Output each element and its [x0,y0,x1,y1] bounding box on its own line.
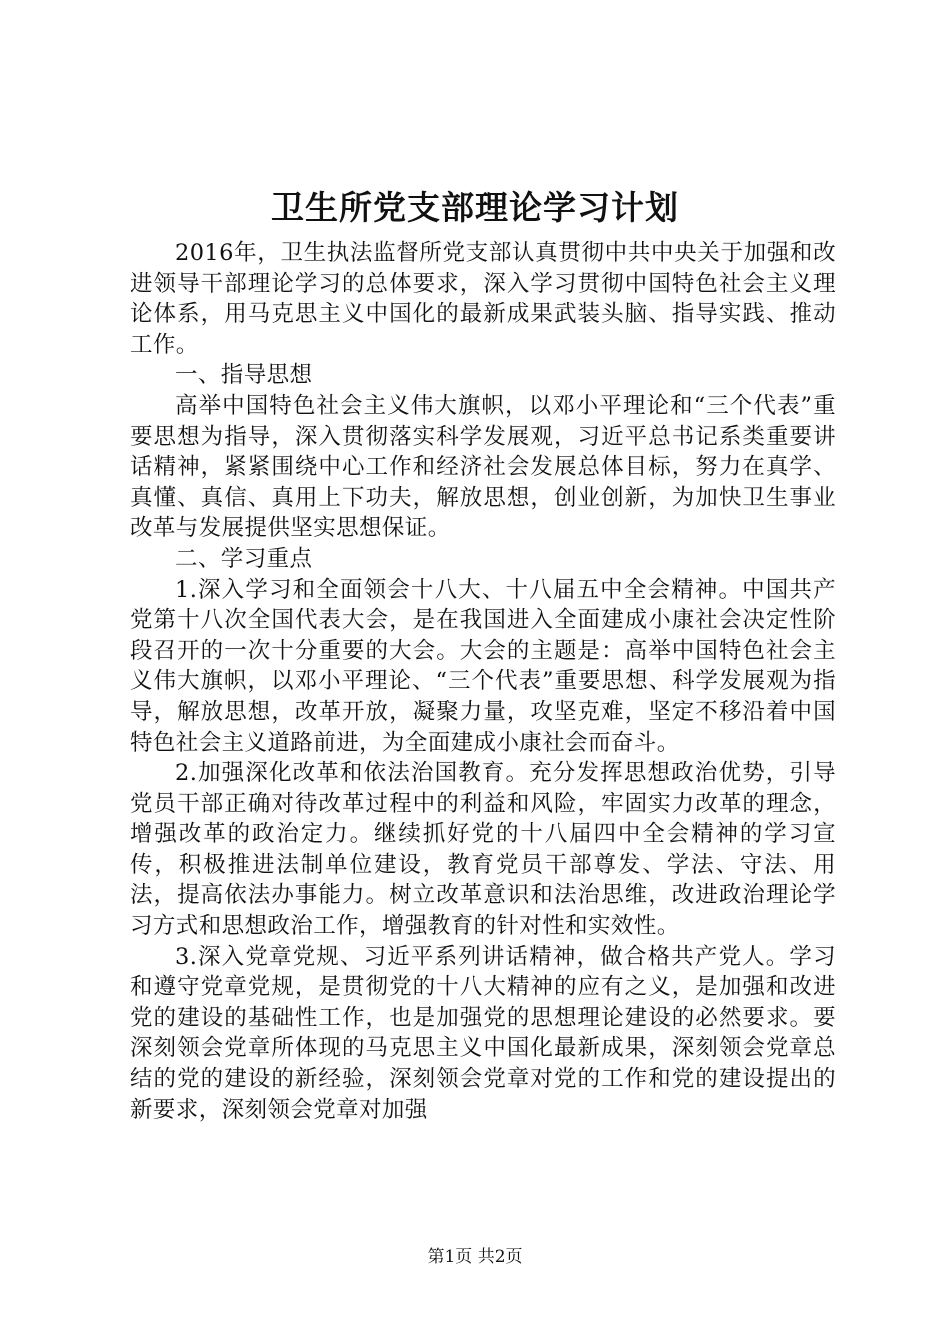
study-focus-item-2: 2.加强深化改革和依法治国教育。充分发挥思想政治优势，引导党员干部正确对待改革过程中的利益和风险，牢固实力改革的理念，增强改革的政治定力。继续抓好党的十八届四中全会精神的学习宣传，积极推进法制单位建设，教育党员干部尊发、学法、守法、用法，提高依法办事能力。树立改革意识和法治思维，改进政治理论学习方式和思想政治工作，增强教育的针对性和实效性。 [130,760,836,940]
document-body [130,238,836,1125]
section-heading-study-focus: 二、学习重点 [175,545,313,572]
study-focus-item-1: 1.深入学习和全面领会十八大、十八届五中全会精神。中国共产党第十八次全国代表大会，是在我国进入全面建成小康社会决定性阶段召开的一次十分重要的大会。大会的主题是：高举中国特色社会主义伟大旗帜，以邓小平理论、“三个代表”重要思想、科学发展观为指导，解放思想，改革开放，凝聚力量，攻坚克难，坚定不移沿着中国特色社会主义道路前进，为全面建成小康社会而奋斗。 [130,576,836,756]
study-focus-item-3: 3.深入党章党规、习近平系列讲话精神，做合格共产党人。学习和遵守党章党规，是贯彻党的十八大精神的应有之义，是加强和改进党的建设的基础性工作，也是加强党的思想理论建设的必然要求。要深刻领会党章所体现的马克思主义中国化最新成果，深刻领会党章总结的党的建设的新经验，深刻领会党章对党的工作和党的建设提出的新要求，深刻领会党章对加强 [130,943,836,1123]
guiding-ideology-paragraph: 高举中国特色社会主义伟大旗帜，以邓小平理论和“三个代表”重要思想为指导，深入贯彻落实科学发展观，习近平总书记系类重要讲话精神，紧紧围绕中心工作和经济社会发展总体目标，努力在真学、真懂、真信、真用上下功夫，解放思想，创业创新，为加快卫生事业改革与发展提供坚实思想保证。 [130,392,836,542]
document-title: 卫生所党支部理论学习计划 [271,188,679,227]
intro-paragraph: 2016年，卫生执法监督所党支部认真贯彻中共中央关于加强和改进领导干部理论学习的总体要求，深入学习贯彻中国特色社会主义理论体系，用马克思主义中国化的最新成果武装头脑、指导实践、推动工作。 [130,240,836,358]
section-heading-guiding-ideology: 一、指导思想 [175,362,313,389]
page-number-footer: 第1页 共2页 [427,1247,523,1267]
